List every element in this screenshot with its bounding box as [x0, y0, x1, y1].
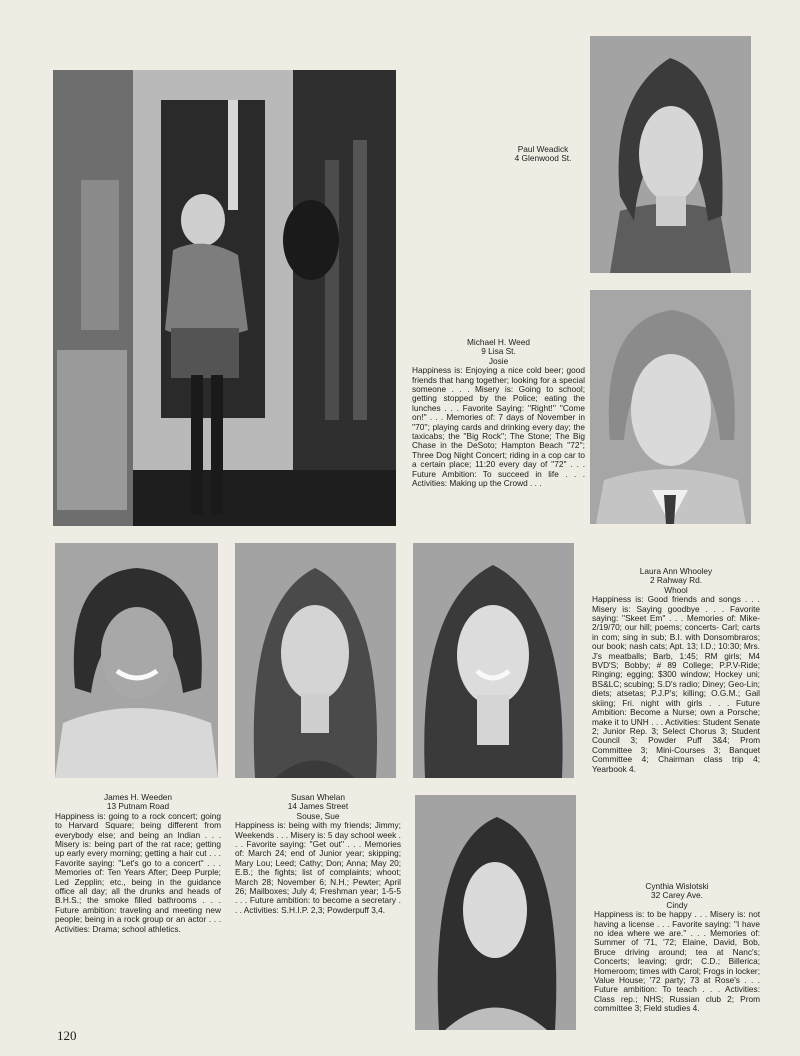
portrait-susan-icon: [235, 543, 396, 778]
portrait-photo-michael: [590, 290, 751, 524]
student-address: 2 Rahway Rd.: [649, 575, 703, 586]
portrait-cynthia-icon: [415, 795, 576, 1030]
student-nickname: Whool: [664, 584, 688, 595]
caption-paul-weadick: [502, 145, 584, 164]
candid-hallway-photo: [53, 70, 396, 526]
portrait-james-icon: [55, 543, 218, 778]
page-number: 120: [57, 1028, 77, 1043]
student-address: 14 James Street: [287, 801, 349, 812]
student-address: 13 Putnam Road: [106, 801, 170, 812]
caption-susan-whelan: [235, 793, 401, 915]
student-bio: Happiness is: going to a rock concert; going to Harvard Square; being different from everybody else; and being an Indian . . . Misery is: being part of the rat race; getting up early every morning; getting a hair cut . . . Favorite saying: ''Let's go to a concert'' . . . Memories of: Ten Years After; Deep Purple; Led Zepplin; etc., being in the guidance office all day; all the drunks and heads of B.H.S.; the smoke filled bathrooms . . . Future ambition: traveling and meeting new people; being in a rock group or an actor . . . Activities: Drama; school athletics.: [55, 810, 221, 934]
student-name: Paul Weadick: [517, 144, 569, 154]
student-bio: Happiness is: being with my friends; Jimmy; Weekends . . . Misery is: 5 day school week . . . Favorite saying: ''Get out'' . . . Memories of: March 24; end of Junior year; skipping; Mary Lou; Leed; Cathy; Don; Anna; May 20; E.B.; the fights; list of complaints; whoot; March 28; November 6; N.H.; Pewter; April 26; Mailboxes; July 4; Freshman year; 1-5-5 . . . Future ambition: to become a secretary . . . Activities: S.H.I.P. 2,3; Powderpuff 3,4.: [235, 820, 401, 915]
portrait-photo-paul: [590, 36, 751, 273]
student-nickname: Cindy: [666, 899, 688, 910]
caption-james-weeden: [55, 793, 221, 934]
caption-cynthia-wislotski: [594, 882, 760, 1014]
caption-michael-weed: [412, 338, 585, 489]
student-address: 4 Glenwood St.: [514, 153, 572, 164]
student-address: 9 Lisa St.: [481, 346, 516, 357]
student-name: Laura Ann Whooley: [639, 566, 713, 576]
portrait-photo-james: [55, 543, 218, 778]
student-name: Cynthia Wislotski: [645, 881, 709, 891]
student-bio: Happiness is: Good friends and songs . . . Misery is: Saying goodbye . . . Favorite saying: ''Skeet Em'' . . . Memories of: Mike-2/19/70; our hill; poems; concerts- Carl; carts in com; sing in sub; B.I. with Donsombraros; our book; nash cats; Apt. 13; I.D.; 10:30; Mrs. J's meatballs; Barb, 1:45; RM girls; M4 BVD'S; Bobby; # 89 College; P.P.V-Ride; Ringing; egging; $300 window; Hockey uni; BS&LC; scubing; S.D's radio; Diney; Geo-Lin; diets; atsetas; P.J.P's; killing; O.G.M.; Gail skiing; Fri. night with girls . . . Future Ambition: Become a Nurse; own a Porsche; make it to UNH . . . Activities: Student Senate 2; Junior Rep. 3; Select Chorus 3; Student Council 3; Powder Puff 3&4; Prom Committee 3; Mini-Courses 3; Banquet Committee 4; Chairman class trip 4; Yearbook 4.: [592, 594, 760, 774]
student-nickname: Josie: [488, 355, 509, 366]
caption-laura-whooley: [592, 567, 760, 774]
portrait-michael-icon: [590, 290, 751, 524]
hallway-doorway-icon: [53, 70, 396, 526]
portrait-photo-laura: [413, 543, 574, 778]
portrait-photo-susan: [235, 543, 396, 778]
student-address: 32 Carey Ave.: [651, 890, 703, 901]
student-nickname: Souse, Sue: [296, 810, 340, 821]
portrait-photo-cynthia: [415, 795, 576, 1030]
student-name: James H. Weeden: [103, 792, 173, 802]
portrait-laura-icon: [413, 543, 574, 778]
student-bio: Happiness is: to be happy . . . Misery is: not having a license . . . Favorite saying: ''I have no idea where we are.'' . . . Memories of: Summer of '71, '72; Elaine, David, Bob, Bruce driving around; tea at Nanc's; Concerts; leaving; grdr; C.D.; Billerica; Homeroom; times with Carol; Frogs in locker; Value House; '72 party; 73 at Rose's . . . Future ambition: To teach . . . Activities: Class rep.; NHS; Russian club 2; Prom committee 3; Field studies 4.: [594, 909, 760, 1014]
student-name: Michael H. Weed: [466, 337, 531, 347]
student-bio: Happiness is: Enjoying a nice cold beer; good friends that hang together; looking for a special someone . . . Misery is: Going to school; getting stopped by the Police; eating the lunches . . . Favorite Saying: ''Right!'' ''Come on!'' . . . Memories of: 7 days of November in ''70''; playing cards and drinking every day; the taxicabs; the ''Big Rock''; The Stone; The Big Chase in the DeSoto; Hampton Beach ''72''; Three Dog Night Concert; riding in a cop car to a certain place; 11:20 every day of ''72'' . . . Future Ambition: To succeed in life . . . Activities: Making up the Crowd . . .: [412, 365, 585, 489]
portrait-paul-icon: [590, 36, 751, 273]
student-name: Susan Whelan: [291, 792, 345, 802]
